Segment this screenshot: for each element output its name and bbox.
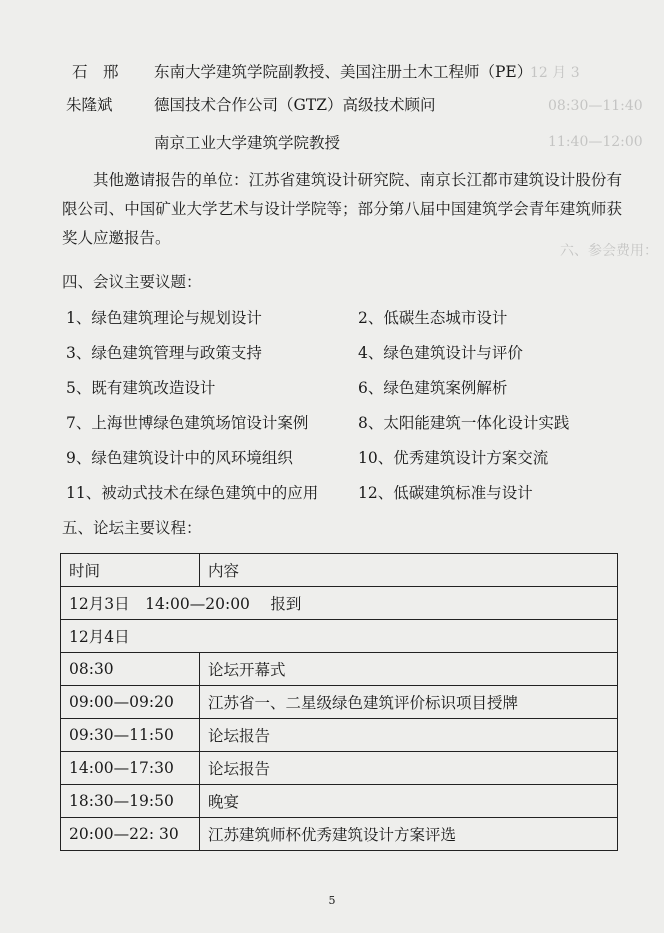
topic-item: 11、被动式技术在绿色建筑中的应用 [66,484,319,502]
speaker-title: 德国技术合作公司（GTZ）高级技术顾问 [154,96,436,114]
row-content: 江苏省一、二星级绿色建筑评价标识项目授牌 [200,686,618,719]
row-time: 09:30—11:50 [61,719,200,752]
row-time: 18:30—19:50 [61,785,200,818]
agenda-table [60,553,618,851]
row-content: 论坛开幕式 [200,653,618,686]
topic-item: 6、绿色建筑案例解析 [358,379,508,397]
topic-item: 10、优秀建筑设计方案交流 [358,449,549,467]
show-through-text: 08:30—11:40 [548,98,643,114]
topic-item: 4、绿色建筑设计与评价 [358,344,523,362]
row-content: 论坛报告 [200,752,618,785]
header-content: 内容 [200,554,618,587]
table-row [61,620,618,653]
row-content: 论坛报告 [200,719,618,752]
table-row [61,587,618,620]
show-through-text: 六、参会费用： [560,243,658,259]
section-heading: 五、论坛主要议程： [62,519,202,537]
invited-units-paragraph: 其他邀请报告的单位：江苏省建筑设计研究院、南京长江都市建筑设计股份有限公司、中国矿业大学艺术与设计学院等；部分第八届中国建筑学会青年建筑师获奖人应邀报告。 [62,171,622,247]
speaker-name: 朱隆斌 [66,96,113,114]
page-number: 5 [328,894,336,907]
topic-item: 8、太阳能建筑一体化设计实践 [358,414,570,432]
row-content: 江苏建筑师杯优秀建筑设计方案评选 [200,818,618,851]
show-through-text: 11:40—12:00 [548,134,643,150]
row-time: 09:00—09:20 [61,686,200,719]
topic-item: 7、上海世博绿色建筑场馆设计案例 [66,414,309,432]
topic-item: 2、低碳生态城市设计 [358,309,508,327]
row-time: 20:00—22: 30 [61,818,200,851]
topic-item: 1、绿色建筑理论与规划设计 [66,309,262,327]
table-row [61,686,618,719]
table-header-row [61,554,618,587]
speaker-title: 南京工业大学建筑学院教授 [154,134,341,152]
topic-item: 3、绿色建筑管理与政策支持 [66,344,262,362]
table-row [61,752,618,785]
topic-item: 5、既有建筑改造设计 [66,379,216,397]
row-time: 08:30 [61,653,200,686]
speaker-title: 东南大学建筑学院副教授、美国注册土木工程师（PE） [154,63,533,81]
table-row [61,785,618,818]
topic-item: 12、低碳建筑标准与设计 [358,484,533,502]
table-row [61,719,618,752]
topic-item: 9、绿色建筑设计中的风环境组织 [66,449,293,467]
header-time: 时间 [61,554,200,587]
row-content: 晚宴 [200,785,618,818]
speaker-name: 石 邢 [72,63,119,81]
show-through-text: 12 月 3 [530,65,580,81]
row-time: 14:00—17:30 [61,752,200,785]
date-row: 12月3日 14:00—20:00 报到 [61,587,618,620]
table-row [61,818,618,851]
table-row [61,653,618,686]
date-row: 12月4日 [61,620,618,653]
section-heading: 四、会议主要议题： [62,273,202,291]
